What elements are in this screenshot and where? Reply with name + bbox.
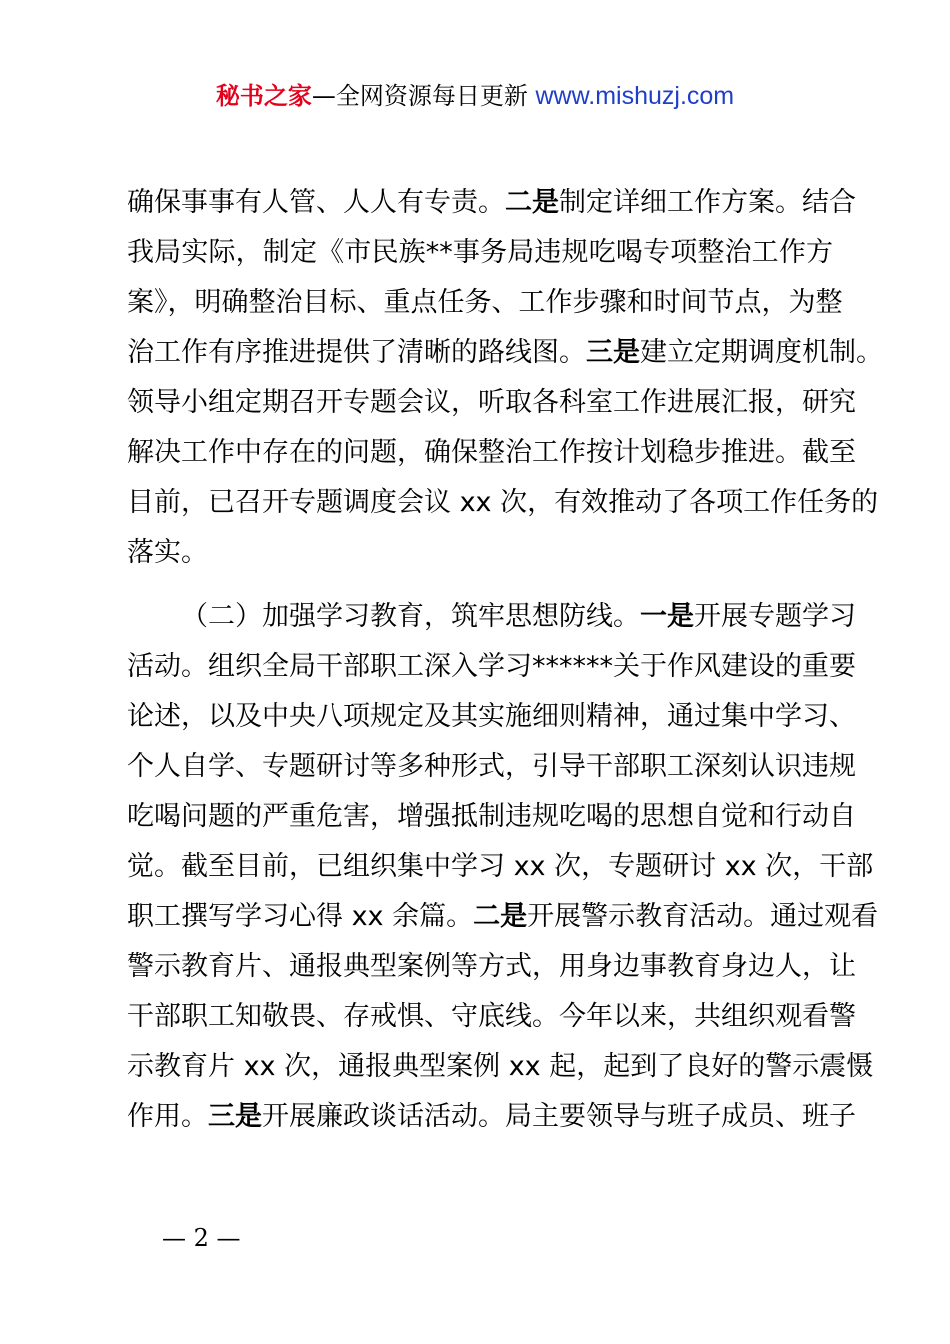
text-line: 解决工作中存在的问题，确保整治工作按计划稳步推进。截至 (127, 437, 856, 468)
section-heading-line: （二）加强学习教育，筑牢思想防线。一是开展专题学习 (181, 601, 856, 632)
text-line: 治工作有序推进提供了清晰的路线图。三是建立定期调度机制。 (127, 337, 883, 368)
text-line: 我局实际，制定《市民族**事务局违规吃喝专项整治工作方 (127, 237, 833, 268)
text-line: 个人自学、专题研讨等多种形式，引导干部职工深刻认识违规 (127, 751, 856, 782)
site-tagline: —全网资源每日更新 (311, 82, 536, 110)
document-body (127, 178, 883, 1142)
text-line: 作用。三是开展廉政谈话活动。局主要领导与班子成员、班子 (127, 1101, 856, 1132)
text-line: 职工撰写学习心得 xx 余篇。二是开展警示教育活动。通过观看 (127, 901, 879, 932)
text-line: 活动。组织全局干部职工深入学习******关于作风建设的重要 (127, 651, 856, 682)
text-line: 吃喝问题的严重危害，增强抵制违规吃喝的思想自觉和行动自 (127, 801, 856, 832)
paragraph-gap (127, 578, 833, 592)
text-line: 警示教育片、通报典型案例等方式，用身边事教育身边人，让 (127, 951, 856, 982)
site-brand: 秘书之家 (215, 82, 312, 110)
text-line: 落实。 (127, 537, 208, 568)
text-line: 目前，已召开专题调度会议 xx 次，有效推动了各项工作任务的 (127, 487, 879, 518)
text-line: 干部职工知敬畏、存戒惧、守底线。今年以来，共组织观看警 (127, 1001, 856, 1032)
text-line: 论述，以及中央八项规定及其实施细则精神，通过集中学习、 (127, 701, 856, 732)
page-number: — 2 — (162, 1224, 241, 1252)
text-line: 觉。截至目前，已组织集中学习 xx 次，专题研讨 xx 次，干部 (127, 851, 874, 882)
text-line: 示教育片 xx 次，通报典型案例 xx 起，起到了良好的警示震慑 (127, 1051, 874, 1082)
text-line: 确保事事有人管、人人有专责。二是制定详细工作方案。结合 (127, 187, 856, 218)
site-url-link[interactable]: www.mishuzj.com (535, 82, 735, 110)
site-banner (0, 78, 950, 114)
text-line: 案》，明确整治目标、重点任务、工作步骤和时间节点，为整 (127, 287, 843, 318)
text-line: 领导小组定期召开专题会议，听取各科室工作进展汇报，研究 (127, 387, 856, 418)
